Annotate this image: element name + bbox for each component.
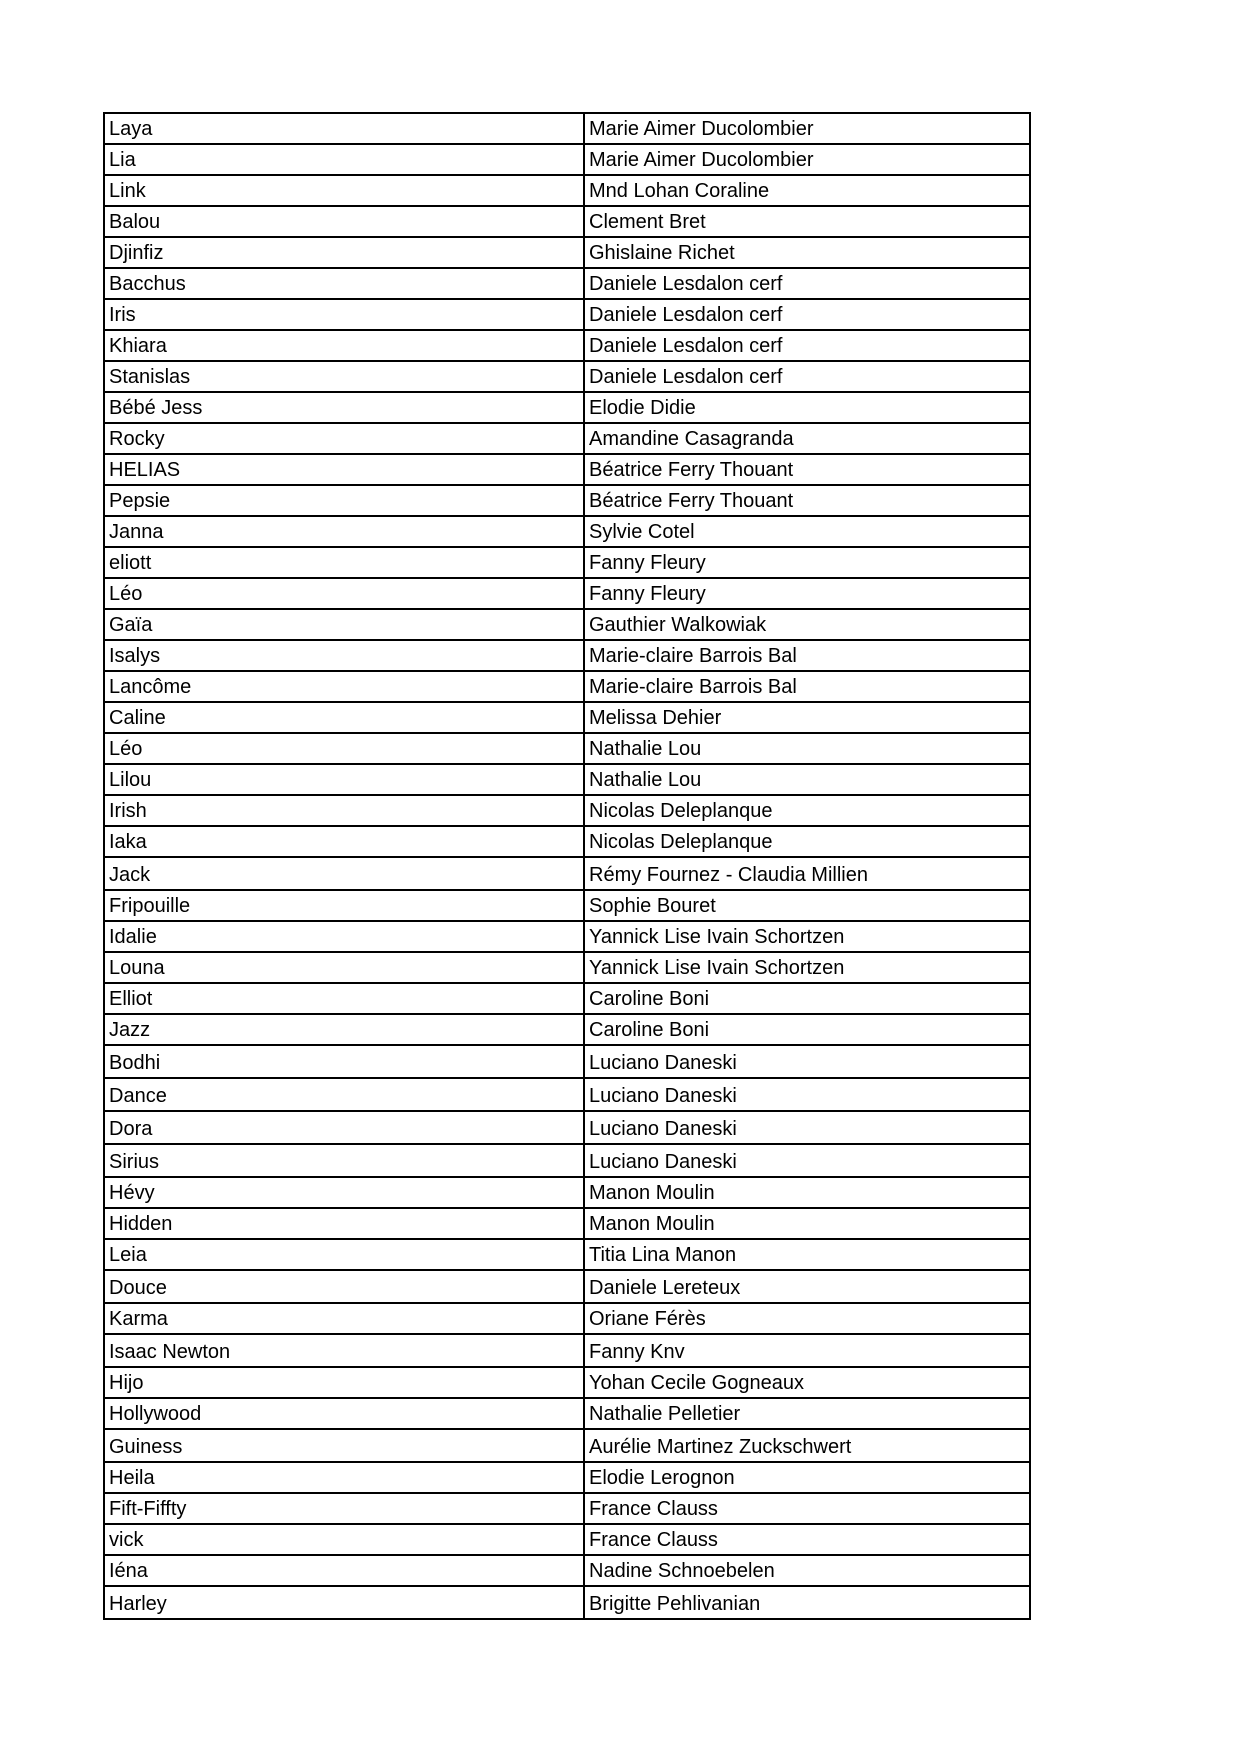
pet-name-cell: Dance	[104, 1078, 584, 1111]
owner-name-cell: Gauthier Walkowiak	[584, 609, 1030, 640]
table-row	[104, 1493, 1030, 1524]
pet-name-cell: Hévy	[104, 1177, 584, 1208]
owner-name-cell: Clement Bret	[584, 206, 1030, 237]
table-row	[104, 144, 1030, 175]
table-row	[104, 795, 1030, 826]
owner-name-cell: Aurélie Martinez Zuckschwert	[584, 1429, 1030, 1462]
pet-name-cell: Heila	[104, 1462, 584, 1493]
pet-name-cell: Hollywood	[104, 1398, 584, 1429]
table-row	[104, 1111, 1030, 1144]
table-row	[104, 1586, 1030, 1619]
pet-name-cell: Isalys	[104, 640, 584, 671]
owner-name-cell: Oriane Férès	[584, 1303, 1030, 1334]
table-row	[104, 671, 1030, 702]
table-row	[104, 733, 1030, 764]
pet-name-cell: Elliot	[104, 983, 584, 1014]
table-row	[104, 857, 1030, 890]
table-row	[104, 392, 1030, 423]
pet-name-cell: Link	[104, 175, 584, 206]
table-row	[104, 890, 1030, 921]
pet-name-cell: Jazz	[104, 1014, 584, 1045]
owner-name-cell: Manon Moulin	[584, 1208, 1030, 1239]
pet-name-cell: Lilou	[104, 764, 584, 795]
table-row	[104, 1270, 1030, 1303]
pet-name-cell: Balou	[104, 206, 584, 237]
owner-name-cell: Nathalie Lou	[584, 764, 1030, 795]
owner-name-cell: Fanny Knv	[584, 1334, 1030, 1367]
owner-name-cell: Rémy Fournez - Claudia Millien	[584, 857, 1030, 890]
owner-name-cell: Daniele Lesdalon cerf	[584, 299, 1030, 330]
table-row	[104, 1014, 1030, 1045]
table-row	[104, 1078, 1030, 1111]
table-row	[104, 1429, 1030, 1462]
pet-name-cell: Léo	[104, 733, 584, 764]
owner-name-cell: Luciano Daneski	[584, 1111, 1030, 1144]
pet-name-cell: Pepsie	[104, 485, 584, 516]
table-row	[104, 485, 1030, 516]
table-row	[104, 983, 1030, 1014]
table-row	[104, 423, 1030, 454]
owner-name-cell: Amandine Casagranda	[584, 423, 1030, 454]
owner-name-cell: Melissa Dehier	[584, 702, 1030, 733]
owner-name-cell: France Clauss	[584, 1493, 1030, 1524]
table-row	[104, 826, 1030, 857]
owner-name-cell: Béatrice Ferry Thouant	[584, 454, 1030, 485]
table-row	[104, 330, 1030, 361]
table-row	[104, 921, 1030, 952]
pet-name-cell: vick	[104, 1524, 584, 1555]
owner-name-cell: Luciano Daneski	[584, 1144, 1030, 1177]
pet-name-cell: Sirius	[104, 1144, 584, 1177]
owner-name-cell: Luciano Daneski	[584, 1078, 1030, 1111]
pet-name-cell: Iaka	[104, 826, 584, 857]
pet-name-cell: Harley	[104, 1586, 584, 1619]
table-row	[104, 1462, 1030, 1493]
owner-name-cell: Nicolas Deleplanque	[584, 795, 1030, 826]
pet-name-cell: Bébé Jess	[104, 392, 584, 423]
table-row	[104, 237, 1030, 268]
table-row	[104, 1144, 1030, 1177]
owner-name-cell: Elodie Didie	[584, 392, 1030, 423]
pet-name-cell: Guiness	[104, 1429, 584, 1462]
owner-name-cell: Marie Aimer Ducolombier	[584, 144, 1030, 175]
owner-name-cell: Nathalie Lou	[584, 733, 1030, 764]
pet-name-cell: Louna	[104, 952, 584, 983]
table-row	[104, 1555, 1030, 1586]
table-row	[104, 516, 1030, 547]
owner-name-cell: Nathalie Pelletier	[584, 1398, 1030, 1429]
table-row	[104, 578, 1030, 609]
pet-name-cell: eliott	[104, 547, 584, 578]
pet-name-cell: Jack	[104, 857, 584, 890]
owner-name-cell: Nadine Schnoebelen	[584, 1555, 1030, 1586]
pet-name-cell: Hijo	[104, 1367, 584, 1398]
table-row	[104, 113, 1030, 144]
pet-name-cell: Rocky	[104, 423, 584, 454]
owner-name-cell: Nicolas Deleplanque	[584, 826, 1030, 857]
pet-name-cell: Iris	[104, 299, 584, 330]
table-row	[104, 1045, 1030, 1078]
pet-name-cell: Fripouille	[104, 890, 584, 921]
table-row	[104, 547, 1030, 578]
table-row	[104, 1524, 1030, 1555]
table-row	[104, 175, 1030, 206]
table-row	[104, 952, 1030, 983]
owner-name-cell: Caroline Boni	[584, 1014, 1030, 1045]
owner-name-cell: Ghislaine Richet	[584, 237, 1030, 268]
pet-name-cell: Irish	[104, 795, 584, 826]
pet-name-cell: Lia	[104, 144, 584, 175]
pet-name-cell: Stanislas	[104, 361, 584, 392]
pet-name-cell: Fift-Fiffty	[104, 1493, 584, 1524]
pet-name-cell: Khiara	[104, 330, 584, 361]
owner-name-cell: Marie Aimer Ducolombier	[584, 113, 1030, 144]
table-row	[104, 609, 1030, 640]
pet-name-cell: Karma	[104, 1303, 584, 1334]
owner-name-cell: Yannick Lise Ivain Schortzen	[584, 952, 1030, 983]
owner-name-cell: Marie-claire Barrois Bal	[584, 671, 1030, 702]
pet-name-cell: Laya	[104, 113, 584, 144]
owner-name-cell: Daniele Lesdalon cerf	[584, 268, 1030, 299]
table-row	[104, 206, 1030, 237]
pet-name-cell: Hidden	[104, 1208, 584, 1239]
pet-name-cell: Iéna	[104, 1555, 584, 1586]
pet-name-cell: Janna	[104, 516, 584, 547]
owner-name-cell: Fanny Fleury	[584, 547, 1030, 578]
table-row	[104, 299, 1030, 330]
table-row	[104, 361, 1030, 392]
owner-name-cell: Manon Moulin	[584, 1177, 1030, 1208]
owner-name-cell: Yannick Lise Ivain Schortzen	[584, 921, 1030, 952]
pet-name-cell: Bodhi	[104, 1045, 584, 1078]
owner-name-cell: Daniele Lesdalon cerf	[584, 330, 1030, 361]
pet-name-cell: Caline	[104, 702, 584, 733]
owner-name-cell: Titia Lina Manon	[584, 1239, 1030, 1270]
pet-name-cell: Djinfiz	[104, 237, 584, 268]
pet-name-cell: Gaïa	[104, 609, 584, 640]
owner-name-cell: Marie-claire Barrois Bal	[584, 640, 1030, 671]
pet-name-cell: Dora	[104, 1111, 584, 1144]
pets-owners-table-body	[104, 113, 1030, 1619]
owner-name-cell: Elodie Lerognon	[584, 1462, 1030, 1493]
owner-name-cell: Daniele Lesdalon cerf	[584, 361, 1030, 392]
table-row	[104, 1367, 1030, 1398]
table-row	[104, 454, 1030, 485]
pet-name-cell: Léo	[104, 578, 584, 609]
table-row	[104, 1303, 1030, 1334]
table-row	[104, 1239, 1030, 1270]
owner-name-cell: Daniele Lereteux	[584, 1270, 1030, 1303]
pet-name-cell: HELIAS	[104, 454, 584, 485]
owner-name-cell: Luciano Daneski	[584, 1045, 1030, 1078]
owner-name-cell: Caroline Boni	[584, 983, 1030, 1014]
owner-name-cell: Fanny Fleury	[584, 578, 1030, 609]
pet-name-cell: Idalie	[104, 921, 584, 952]
table-row	[104, 1398, 1030, 1429]
owner-name-cell: Yohan Cecile Gogneaux	[584, 1367, 1030, 1398]
owner-name-cell: Mnd Lohan Coraline	[584, 175, 1030, 206]
pets-owners-table	[103, 112, 1031, 1620]
table-row	[104, 1334, 1030, 1367]
table-row	[104, 702, 1030, 733]
owner-name-cell: Brigitte Pehlivanian	[584, 1586, 1030, 1619]
owner-name-cell: France Clauss	[584, 1524, 1030, 1555]
pet-name-cell: Leia	[104, 1239, 584, 1270]
pet-name-cell: Lancôme	[104, 671, 584, 702]
pet-name-cell: Douce	[104, 1270, 584, 1303]
owner-name-cell: Sophie Bouret	[584, 890, 1030, 921]
owner-name-cell: Sylvie Cotel	[584, 516, 1030, 547]
table-row	[104, 1208, 1030, 1239]
table-row	[104, 1177, 1030, 1208]
owner-name-cell: Béatrice Ferry Thouant	[584, 485, 1030, 516]
table-row	[104, 640, 1030, 671]
table-row	[104, 764, 1030, 795]
table-row	[104, 268, 1030, 299]
pet-name-cell: Isaac Newton	[104, 1334, 584, 1367]
pet-name-cell: Bacchus	[104, 268, 584, 299]
